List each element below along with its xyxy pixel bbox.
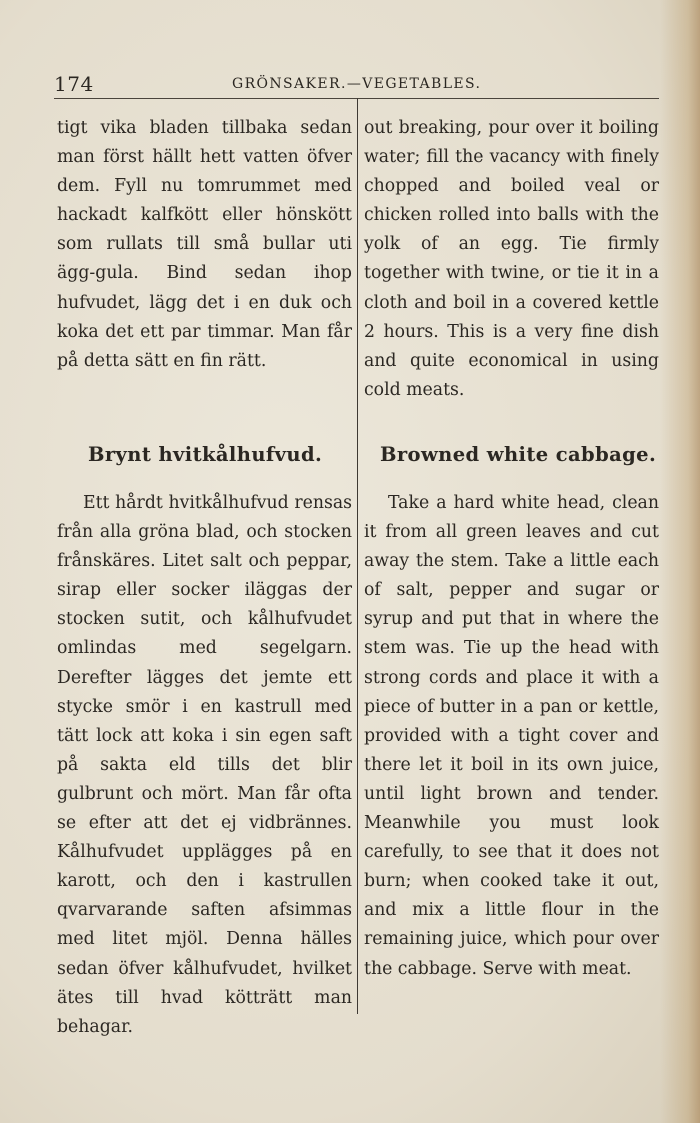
english-recipe-body: Take a hard white head, clean it from all green leaves and cut away the stem. Take a little each of salt, pepper and sugar or syrup and put that in where the stem was. Tie up the head with strong cords and place it with a piece of butter in a pan or kettle, provided with a tight cover and there let it boil in its own juice, until light brown and tender. Meanwhile you must look carefully, to see that it does not burn; when cooked take it out, and mix a little flour in the remaining juice, which pour over the cabbage. Serve with meat.: [364, 493, 659, 979]
english-recipe-heading: Browned white cabbage.: [380, 443, 657, 466]
swedish-recipe-heading: Brynt hvitkålhufvud.: [88, 443, 323, 466]
page-edge-shadow: [660, 0, 700, 1123]
running-title: GRÖNSAKER.—VEGETABLES.: [232, 76, 482, 92]
page-header: [54, 70, 659, 94]
english-continuation-paragraph: out breaking, pour over it boiling water; fill the vacancy with finely chopped and boiled veal or chicken rolled into balls with the yolk of an egg. Tie firmly together with twine, or tie it in a cloth and boil in a covered kettle 2 hours. This is a very fine dish and quite economical in using cold meats.: [364, 118, 659, 400]
swedish-recipe-body: Ett hårdt hvitkålhufvud rensas från alla gröna blad, och stocken frånskäres. Litet salt och peppar, sirap eller socker iläggas der stocken sutit, och kålhufvudet omlindas med segelgarn. Derefter lägges det jemte ett stycke smör i en kastrull med tätt lock att koka i sin egen saft på sakta eld tills det blir gulbrunt och mört. Man får ofta se efter att det ej vidbrännes. Kålhufvudet upplägges på en karott, och den i kastrullen qvarvarande saften afsimmas med litet mjöl. Denna hälles sedan öfver kålhufvudet, hvilket ätes till hvad kötträtt man behagar.: [57, 493, 352, 1037]
page-number: 174: [54, 72, 94, 96]
swedish-continuation-paragraph: tigt vika bladen tillbaka sedan man först hällt hett vatten öfver dem. Fyll nu tomrummet med hackadt kalfkött eller hönskött som rullats till små bullar uti ägg-gula. Bind sedan ihop hufvudet, lägg det i en duk och koka det ett par timmar. Man får på detta sätt en fin rätt.: [57, 118, 352, 371]
column-divider: [357, 98, 358, 1014]
